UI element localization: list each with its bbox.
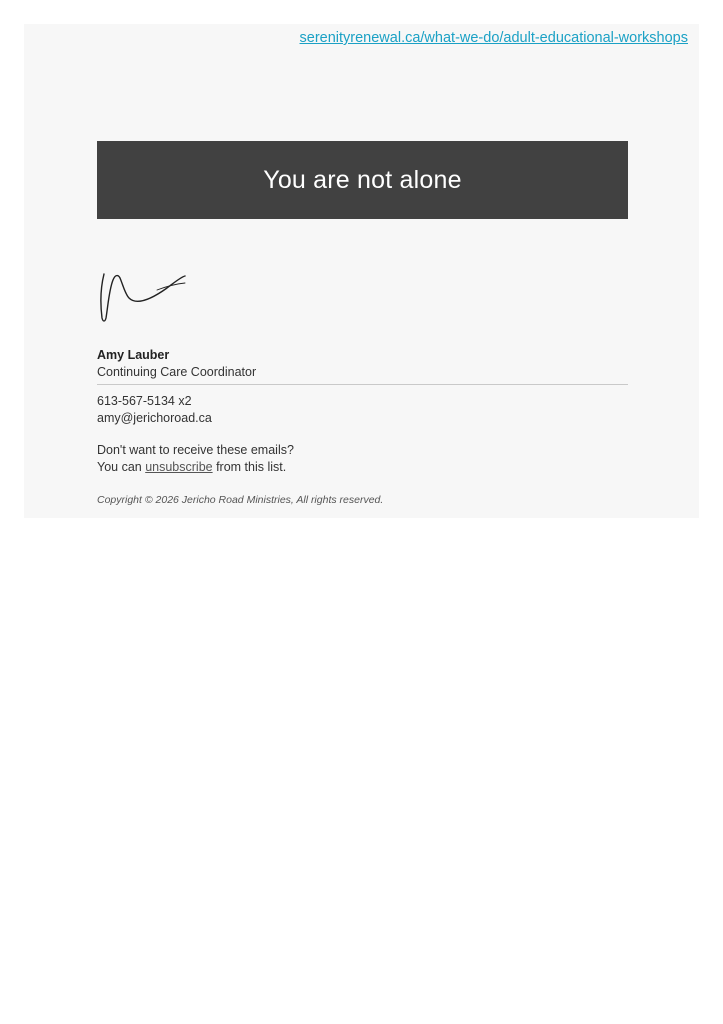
optout-suffix: from this list. bbox=[212, 460, 287, 474]
optout-question: Don't want to receive these emails? bbox=[97, 443, 294, 457]
optout-action bbox=[97, 460, 286, 474]
signature-email: amy@jerichoroad.ca bbox=[97, 411, 212, 425]
banner-text: You are not alone bbox=[263, 165, 462, 194]
signature-phone: 613-567-5134 x2 bbox=[97, 394, 192, 408]
unsubscribe-link[interactable]: unsubscribe bbox=[145, 460, 213, 474]
email-body bbox=[24, 24, 699, 518]
signature-role: Continuing Care Coordinator bbox=[97, 365, 257, 379]
workshop-link[interactable]: serenityrenewal.ca/what-we-do/adult-educational-workshops bbox=[299, 30, 688, 46]
workshop-link-block bbox=[97, 28, 688, 50]
handwritten-signature-image bbox=[97, 264, 217, 326]
optout-prefix: You can bbox=[97, 460, 146, 474]
copyright-text: Copyright © 2026 Jericho Road Ministries, All rights reserved. bbox=[97, 494, 384, 506]
banner bbox=[97, 141, 628, 219]
signature-divider bbox=[97, 384, 628, 385]
signature-name: Amy Lauber bbox=[97, 348, 170, 362]
